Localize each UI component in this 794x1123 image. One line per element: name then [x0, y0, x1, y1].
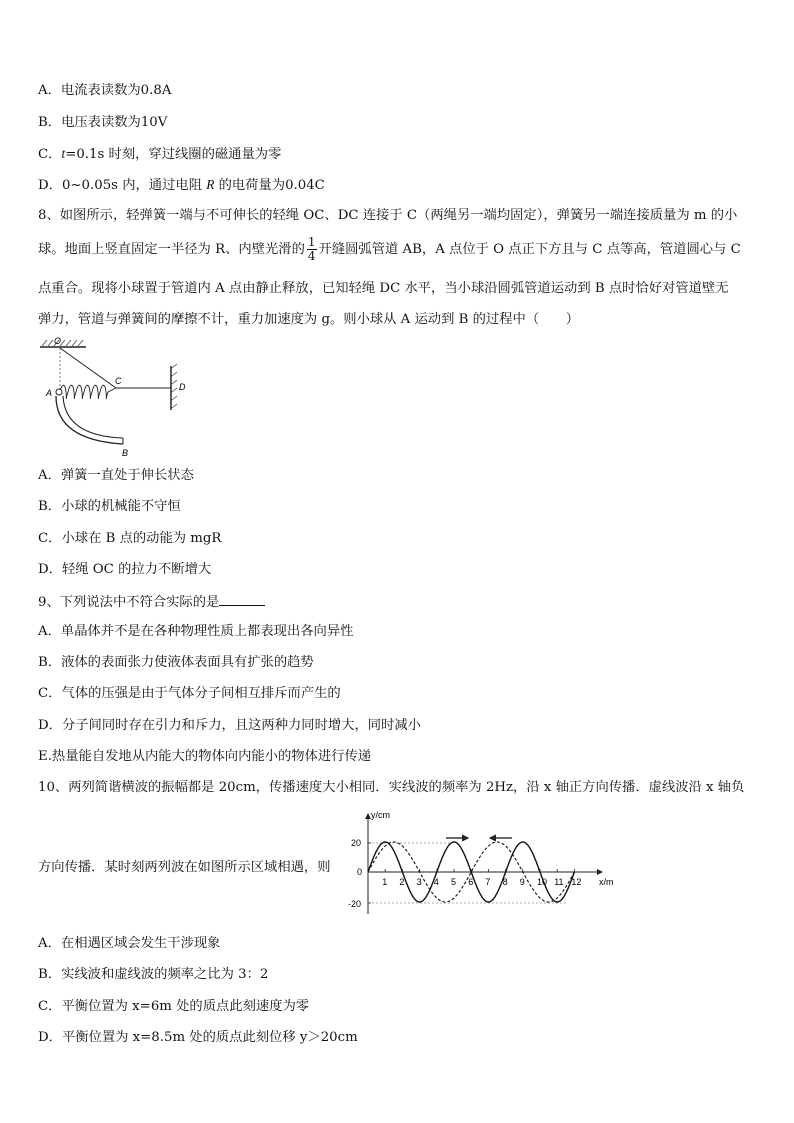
x-tick-label: 4 [433, 877, 439, 887]
q10-option-a: A．在相遇区域会发生干涉现象 [38, 936, 221, 951]
q10-stem-line2: 方向传播．某时刻两列波在如图所示区域相遇，则 [38, 860, 331, 875]
x-tick-label: 3 [416, 877, 422, 887]
q7-option-b: B．电压表读数为10V [38, 115, 168, 130]
q8-stem-line4: 弹力，管道与弹簧间的摩擦不计，重力加速度为 g。则小球从 A 运动到 B 的过程中（ ） [38, 312, 580, 327]
q9-option-a: A．单晶体并不是在各种物理性质上都表现出各向异性 [38, 624, 354, 639]
wave-graph [340, 806, 622, 920]
q7-option-d: D．0~0.05s 内，通过电阻 R 的电荷量为0.04C [38, 177, 325, 193]
q9-stem: 9、下列说法中不符合实际的是 [38, 592, 265, 612]
q8-stem-line1: 8、如图所示，轻弹簧一端与不可伸长的轻绳 OC、DC 连接于 C（两绳另一端均固定），弹簧另一端连接质量为 m 的小 [38, 208, 738, 223]
x-tick-label: 6 [468, 877, 474, 887]
y-tick-0: 0 [357, 867, 363, 877]
q9-option-d: D．分子间同时存在引力和斥力，且这两种力同时增大，同时减小 [38, 718, 421, 733]
x-tick-label: 2 [399, 877, 405, 887]
x-tick-label: 12 [571, 877, 582, 887]
q9-option-b: B．液体的表面张力使液体表面具有扩张的趋势 [38, 655, 314, 670]
y-axis-label: y/cm [371, 810, 390, 820]
y-tick-20: 20 [351, 838, 362, 848]
label-d: D [179, 382, 186, 392]
x-tick-label: 7 [485, 877, 491, 887]
x-tick-label: 5 [451, 877, 457, 887]
label-a: A [46, 388, 53, 398]
q10-option-d: D．平衡位置为 x=8.5m 处的质点此刻位移 y＞20cm [38, 1030, 358, 1045]
q8-option-c: C．小球在 B 点的动能为 mgR [38, 531, 222, 546]
q7-option-c: C．t=0.1s 时刻，穿过线圈的磁通量为零 [38, 146, 282, 162]
answer-blank [219, 592, 265, 606]
label-o: O [54, 336, 62, 346]
x-tick-label: 1 [382, 877, 388, 887]
quarter-fraction: $\frac{1}{4}$ [307, 235, 316, 263]
q10-option-c: C．平衡位置为 x=6m 处的质点此刻速度为零 [38, 999, 310, 1014]
q9-option-e: E.热量能自发地从内能大的物体向内能小的物体进行传递 [38, 749, 372, 764]
q7-option-a: A．电流表读数为0.8A [38, 83, 172, 98]
q10-option-b: B．实线波和虚线波的频率之比为 3：2 [38, 967, 269, 982]
q8-stem-line2: 球。地面上竖直固定一半径为 R、内壁光滑的 $\frac{1}{4}$ 开缝圆弧管道 AB，A 点位于 O 点正下方且与 C 点等高，管道圆心与 C [38, 235, 741, 263]
q8-option-a: A．弹簧一直处于伸长状态 [38, 468, 194, 483]
x-tick-label: 9 [519, 877, 525, 887]
x-tick-label: 8 [502, 877, 508, 887]
q9-option-c: C．气体的压强是由于气体分子间相互排斥而产生的 [38, 686, 341, 701]
label-c: C [115, 376, 122, 386]
q8-option-b: B．小球的机械能不守恒 [38, 499, 181, 514]
x-tick-label: 10 [537, 877, 548, 887]
label-b: B [122, 448, 129, 458]
x-tick-label: 11 [554, 877, 564, 887]
q8-stem-line3: 点重合。现将小球置于管道内 A 点由静止释放，已知轻绳 DC 水平，当小球沿圆弧管道运动到 B 点时恰好对管道壁无 [38, 281, 729, 296]
q8-option-d: D．轻绳 OC 的拉力不断增大 [38, 562, 212, 577]
spring [60, 385, 116, 399]
x-axis-label: x/m [599, 877, 614, 887]
q10-stem-line1: 10、两列简谐横波的振幅都是 20cm，传播速度大小相同．实线波的频率为 2Hz，沿 x 轴正方向传播．虚线波沿 x 轴负 [38, 780, 745, 795]
y-tick-neg20: -20 [348, 899, 362, 909]
q8-figure [38, 336, 198, 460]
